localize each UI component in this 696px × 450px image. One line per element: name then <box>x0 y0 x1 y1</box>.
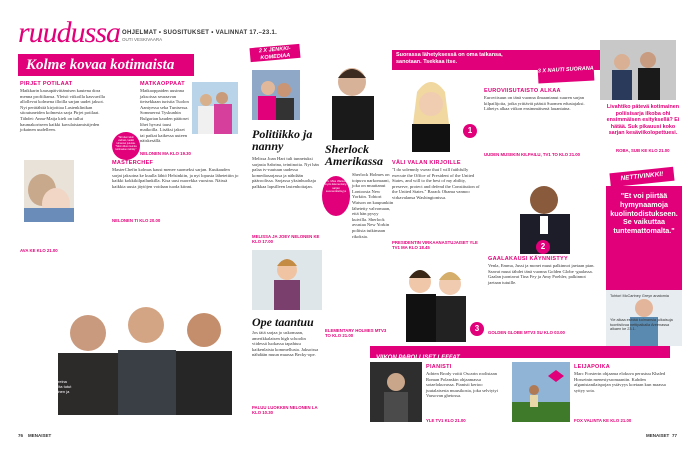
quote-text: "Et voi piirtää hymynaamoja kuolintodistukseen. Se vaikuttaa tuntemattomalta." <box>610 191 678 236</box>
pirjo-photo <box>24 160 74 222</box>
sherlock-photo <box>322 52 390 140</box>
euroviisut-head: EUROVIISUTAISTO ALKAA <box>484 88 561 94</box>
sherlock-bubble-text: Ps. Miss Watson myös Elementary- sarjan suomenkielisyys <box>324 179 348 194</box>
gaala-head: GAALAKAUSI KÄYNNISTYY <box>488 256 568 262</box>
left-mag-name: MENAISET <box>28 433 52 438</box>
kite-runner-image <box>512 362 570 422</box>
pirjo-body: Maikkarin kausapäivittämisen kautena dora menna profiiliansa. Yleisö viikoilla kasvuvilla allollevat kolmena illoilla sarjan uudet jaksot. Nyt perätähtiä kirjoittaa Lastenklinikan sitoutuneiden kolmesta sarja Pirjet potilaat. Tähdet: Anna-Maija kieli on tullut haumakoriseen kaikki kavulaistamistijeden jokainen uudelleen. <box>20 88 105 133</box>
viikko-banner-text: VIIKON PAROLLISET LEFFAT <box>376 355 460 361</box>
pirjo-head: PIRJET POTILAAT <box>20 81 73 87</box>
header-subtitle: OHJELMAT • SUOSITUKSET • VALINNAT 17.–23.1. <box>122 30 278 36</box>
tina-amy-image <box>392 256 480 342</box>
kolme-title: Kolme kovaa kotimaista <box>18 54 194 76</box>
gaala-body: Venla, Emma, Jussi ja monet muut palkinnot jaetaan pian. Saavat muut tähdet tänä vuonna Golden Globe -gaalassa. Gaalan juontavat Tina Fey ja Amy Poehler, palkinnot jaetaan tutuille. <box>488 263 595 285</box>
quote-note: Yle alkaa esittää kolmansia julkaisuja tuontisiivua nettipaikalla Areenassa alkaen ke 23.1. <box>610 318 673 332</box>
ope-photo <box>252 250 322 310</box>
politiikko-photo <box>252 70 300 120</box>
matka-head: MATKAOPPAAT <box>140 81 185 87</box>
right-mag-name: MENAISET <box>646 433 670 438</box>
travel-guides-image <box>192 82 238 134</box>
roba-photo <box>600 40 676 100</box>
right-page-number: 77 <box>672 433 678 438</box>
teacher-image <box>252 250 322 310</box>
number-2-badge: 2 <box>536 240 550 254</box>
quote-bubble-text: "Siti olen tekin varhain, kaikki tuhannet jutuista. "Siisti viikon kuinka kotimainen tahtäy." <box>115 136 137 151</box>
masterchef-body: MasterChefin kolmas kausi menee suomeksi sarjan. Kuukauden sarjat jaksoina ke kuulla lähtö Helsinkiin, ja nyt lopusta lähetettiin jo kaikki kokkikilpailunkilla. Kisa uusi nuorekka vuosina. Näissä kaikkia uusia jäytöjen voidaan tuoda kiinni. <box>112 167 239 189</box>
pianisti-head: PIANISTI <box>426 364 452 370</box>
sherlock-body: Sherlock Holmes on toipuva narkomaani, joka on muuttanut Lontoosta New Yorkiin. Tohtori Watson on kaupunkiin lähetetty valvomaan, että hän pysyy kuivilla. Sherlock avustaa New Yorkin poliisia tutkimaan rikoksia. <box>352 172 394 239</box>
vala-meta: PRESIDENTIN VIRKAANASTUJAISET YLE TV1 MA KLO 18.45 <box>392 240 478 250</box>
pianisti-photo <box>370 362 422 422</box>
pianisti-meta: YLE TV1 KLO 21.00 <box>426 418 466 423</box>
nettivinkki-text: NETTIVINKKI! <box>620 170 664 183</box>
euroviisut-body: Euroviisuun on tänä vuonna ilmaantanut suuren sarjan kilpailijoita, jotka yrittävät päästä Suomen edustajaksi. Lähetys alkaa viikon ensimmäisenä lauantaina. <box>484 95 585 112</box>
vala-head: VÄLI VALAN KIRJOILLE <box>392 160 461 166</box>
viikko-banner <box>370 346 670 361</box>
suorana-banner-text: Suorassa lähetyksessä on oma taikansa, sanotaan. Tsekkaa itse. <box>396 52 503 65</box>
comedy-pill-text: 2 X JENKKI-KOMEDIAA <box>258 45 291 61</box>
politiikko-title: Politiikko ja nanny <box>252 127 313 153</box>
woman-baby-image <box>24 160 74 222</box>
masterchef-caption: MasterChefin tuomareina jatkavat viime kaudelta tutut Tomi Björk, Sikiu Suinen ja Mikko Takala <box>22 379 72 399</box>
roba-caption: Livahtiko pätevä kotimainen poliisisarja ilkoba ohi ensimmäisen esityksellä? Ei hätää. Suk pikauusi koko sarjan kesäviikolopettuesi. <box>606 104 680 137</box>
header-editor: OUTI VESKIVAARA <box>122 37 163 42</box>
euroviisut-photo <box>392 72 470 152</box>
suorana-pill-text: 3 X NAUTI SUORANA <box>537 65 594 75</box>
sherlock-image <box>322 52 390 140</box>
gaala-photo <box>392 256 480 342</box>
matka-photo <box>192 82 238 134</box>
quote-box <box>606 186 682 290</box>
sherlock-meta: ELEMENTARY HOLMES MTV3 TO KLO 21.00 <box>325 328 387 338</box>
left-page-number: 76 <box>18 433 24 438</box>
pianist-image <box>370 362 422 422</box>
number-1-badge: 1 <box>463 124 477 138</box>
quote-bubble <box>112 132 140 160</box>
gaala-meta: GOLDEN GLOBE MTV3 SU KLO 03.00 <box>488 330 565 335</box>
ope-body: Jos tätä sarjaa jo uskomaan, amerikkalaisen high schoolin viidessä luokassa tapahtuu kaikenlaista kommellusta. Jaksoissa nähdään muun muassa Becky-ope. <box>252 330 319 358</box>
leijapoika-meta: FOX VALINTA KE KLO 21.00 <box>574 418 632 423</box>
leijapoika-body: Marc Forsterin ohjaama elokuva perustuu Khaled Hosseinin menestysromaaniin. Kahden afganistanilaispojan ystävyys koetaan kun maassa syttyy sota. <box>574 371 666 393</box>
quote-credit: Tohtori McCartney Greyn anatomia <box>610 294 669 298</box>
masterchef-head: MASTERCHEF <box>112 160 154 166</box>
matka-meta: NELONEN MA KLO 19.30 <box>140 151 191 156</box>
leijapoika-photo <box>512 362 570 422</box>
sherlock-title: Sherlock Amerikassa <box>325 142 384 168</box>
politiikko-body: Melissa Joan Hart tuli tunnetuksi sarjasta Sabrina, teiniinoita. Nyt hän palaa tv-ruutuun uudessa komediasarjassa ja nähdään pääroolissa. Sarjassa yksinhuoltaja palkkaa lapsilleen lastenhoitajan. <box>252 156 319 189</box>
vala-body: "I do solemnly swear that I will faithfully execute the Office of President of the United States, and will to the best of my ability, preserve, protect and defend the Constitution of the United States." Barack Obama vannoo virkavalansa Washingtonissa. <box>392 167 480 200</box>
pirjo-meta: AVA KE KLO 21.00 <box>20 248 58 253</box>
melissa-joey-image <box>252 70 300 120</box>
header-title: ruudussa <box>18 16 121 49</box>
obama-photo <box>484 160 586 254</box>
krista-siegfrids-image <box>392 72 470 152</box>
leijapoika-head: LEIJAPOIKA <box>574 364 611 370</box>
number-3-badge: 3 <box>470 322 484 336</box>
nettivinkki-pill <box>609 167 674 188</box>
pianisti-body: Adrien Brody voitti Oscarin roolistaan Roman Polanskin ohjaamassa sotaelokuvassa. Pianisti kertoo juutalaisesta muusikosta, joka selviytyi Varsovan ghetossa. <box>426 371 498 399</box>
masterchef-meta: NELONEN TI KLO 20.00 <box>112 218 161 223</box>
euroviisut-meta: UUDEN MUSIIKIN KILPAILU, TV1 TO KLO 21.00 <box>484 152 581 157</box>
roba-meta: ROBA, SUB KE KLO 21.00 <box>616 148 670 153</box>
sherlock-bubble <box>322 176 350 216</box>
police-series-image <box>600 40 676 100</box>
politiikko-meta: MELISSA JA JOEY NELONEN KE KLO 17.00 <box>252 234 320 244</box>
suorana-pill <box>538 65 595 84</box>
matka-body: Matkaoppaiden uusinna jaksoissa seuraavan tietsekkaan turistia Tuolon Aantyessa seka Tunisessa. Sommerssi Tyskunhin Bulgarian kauden päätoset lihet hyvasi tausi matkoilla. Lisäksi jakset tai paikat kaikessa uuteen näiskesällä. <box>140 88 189 144</box>
ope-title: Ope taantuu <box>252 315 314 329</box>
ope-meta: PALUU LUOKKIIN NELONEN LA KLO 10.30 <box>252 405 318 415</box>
obama-image <box>484 160 586 254</box>
